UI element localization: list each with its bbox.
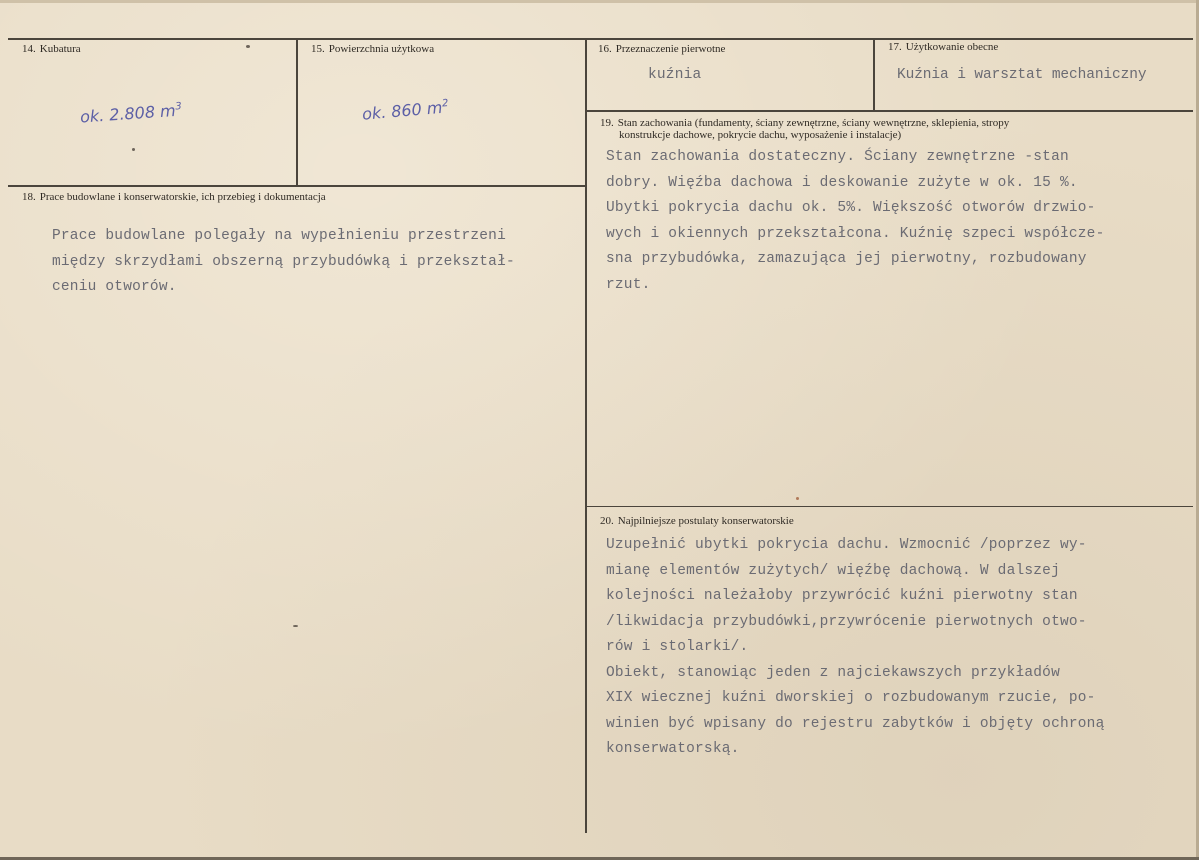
field-19-label-continued (619, 129, 901, 142)
field-15-label-text: Powierzchnia użytkowa (328, 43, 435, 55)
card-top-edge (0, 0, 1199, 3)
field-15-value-exponent: 2 (441, 97, 449, 110)
field-19-label-line-1: Stan zachowania (fundamenty, ściany zewnętrzne, ściany wewnętrzne, sklepienia, stropy (617, 117, 1010, 129)
field-14-label-text: Kubatura (39, 43, 81, 55)
field-18-text: Prace budowlane polegały na wypełnieniu przestrzeni między skrzydłami obszerną przybudówką i przekształ- ceniu otworów. (52, 228, 515, 295)
paper-speck (246, 45, 250, 48)
field-20-label-text: Najpilniejsze postulaty konserwatorskie (617, 515, 794, 527)
field-19-label-line-2: konstrukcje dachowe, pokrycie dachu, wyposażenie i instalacje) (619, 129, 902, 141)
field-14-label (22, 43, 81, 56)
field-16-label (598, 43, 725, 56)
paper-speck (132, 148, 135, 151)
field-17-label (888, 41, 998, 54)
field-17-value: Kuźnia i warsztat mechaniczny (897, 67, 1147, 83)
divider-14-15 (296, 40, 298, 185)
field-16-number: 16. (598, 43, 612, 55)
field-15-label (311, 43, 434, 56)
paper-speck (293, 625, 298, 627)
divider-16-17 (873, 40, 875, 111)
paper-speck (796, 497, 799, 500)
main-vertical-divider (585, 40, 587, 833)
field-16-label-text: Przeznaczenie pierwotne (615, 43, 726, 55)
field-14-number: 14. (22, 43, 36, 55)
rule-above-20 (586, 506, 1193, 507)
top-rule (8, 38, 1193, 40)
field-15-value: ok. 860 m (361, 97, 444, 124)
field-17-number: 17. (888, 41, 902, 53)
field-19-text: Stan zachowania dostateczny. Ściany zewnętrzne -stan dobry. Więźba dachowa i deskowanie zużyte w ok. 15 %. Ubytki pokrycia dachu ok. 5%. Większość otworów drzwio- wych i okiennych przekształcona. Kuźnię szpeci współcze- sna przybudówka, zamazująca jej pierwotny, rozbudowany rzut. (606, 149, 1105, 293)
field-20-text: Uzupełnić ubytki pokrycia dachu. Wzmocnić /poprzez wy- mianę elementów zużytych/ więźbę dachową. W dalszej kolejności należałoby przywrócić kuźni pierwotny stan /likwidacja przybudówki,przywrócenie pierwotnych otwo- rów i stolarki/. Obiekt, stanowiąc jeden z najciekawszych przykładów XIX wiecznej kuźni dworskiej o rozbudowanym rzucie, po- winien być wpisany do rejestru zabytków i objęty ochroną konserwatorską. (606, 537, 1105, 757)
field-14-handwritten-value (79, 100, 182, 126)
field-15-number: 15. (311, 43, 325, 55)
field-20-label (600, 515, 794, 528)
field-18-label-text: Prace budowlane i konserwatorskie, ich przebieg i dokumentacja (39, 191, 326, 203)
field-14-value-exponent: 3 (174, 101, 183, 113)
rule-under-16-17 (586, 110, 1193, 112)
field-19-number: 19. (600, 117, 614, 129)
rule-under-14-15 (8, 185, 586, 187)
field-15-handwritten-value (361, 97, 449, 123)
field-14-value: ok. 2.808 m (79, 100, 177, 127)
field-16-value: kuźnia (648, 67, 702, 83)
field-20-number: 20. (600, 515, 614, 527)
field-18-label (22, 191, 326, 204)
field-17-label-text: Użytkowanie obecne (905, 41, 999, 53)
field-18-number: 18. (22, 191, 36, 203)
